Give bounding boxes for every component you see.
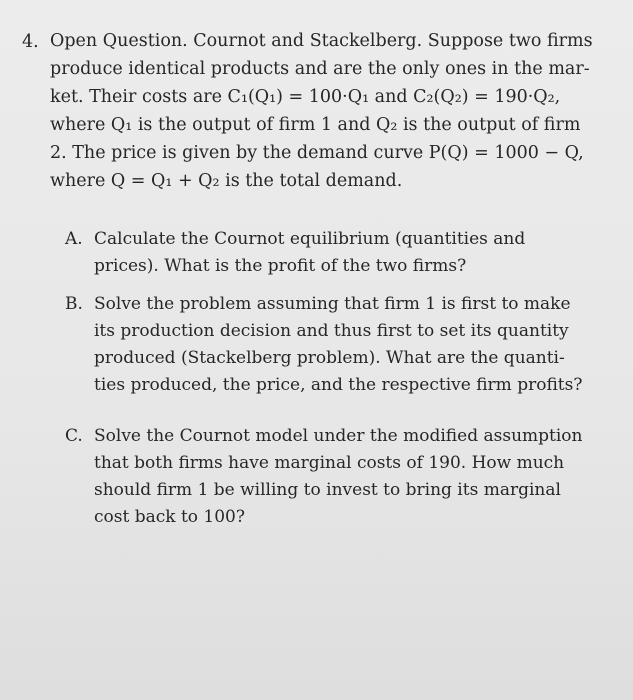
question-line: where Q₁ is the output of firm 1 and Q₂ is the output of firm xyxy=(50,115,581,135)
question-line: produce identical products and are the only ones in the mar- xyxy=(50,59,590,79)
subquestion-label: C. xyxy=(65,426,83,446)
subquestion-text xyxy=(94,423,589,531)
subquestion-line: prices). What is the profit of the two firms? xyxy=(94,256,467,276)
subquestion-line: ties produced, the price, and the respective firm profits? xyxy=(94,375,583,395)
question-line: 2. The price is given by the demand curve P(Q) = 1000 − Q, xyxy=(50,143,584,163)
subquestion-line: cost back to 100? xyxy=(94,507,245,527)
subquestion-text xyxy=(94,291,589,399)
subquestion-line: its production decision and thus first to set its quantity xyxy=(94,321,569,341)
subquestion-label: B. xyxy=(65,294,83,314)
subquestion-line: Calculate the Cournot equilibrium (quantities and xyxy=(94,229,526,249)
subquestion-text xyxy=(94,226,589,280)
question-line: Open Question. Cournot and Stackelberg. Suppose two firms xyxy=(50,31,593,51)
question-statement xyxy=(50,27,618,195)
subquestion-line: that both firms have marginal costs of 190. How much xyxy=(94,453,565,473)
question-line: where Q = Q₁ + Q₂ is the total demand. xyxy=(50,171,403,191)
subquestion-line: Solve the Cournot model under the modified assumption xyxy=(94,426,583,446)
subquestion-line: should firm 1 be willing to invest to bring its marginal xyxy=(94,480,561,500)
question-number: 4. xyxy=(22,32,39,52)
question-line: ket. Their costs are C₁(Q₁) = 100·Q₁ and C₂(Q₂) = 190·Q₂, xyxy=(50,87,561,107)
subquestion-line: produced (Stackelberg problem). What are the quanti- xyxy=(94,348,565,368)
subquestion-line: Solve the problem assuming that firm 1 is first to make xyxy=(94,294,571,314)
subquestion-label: A. xyxy=(65,229,83,249)
